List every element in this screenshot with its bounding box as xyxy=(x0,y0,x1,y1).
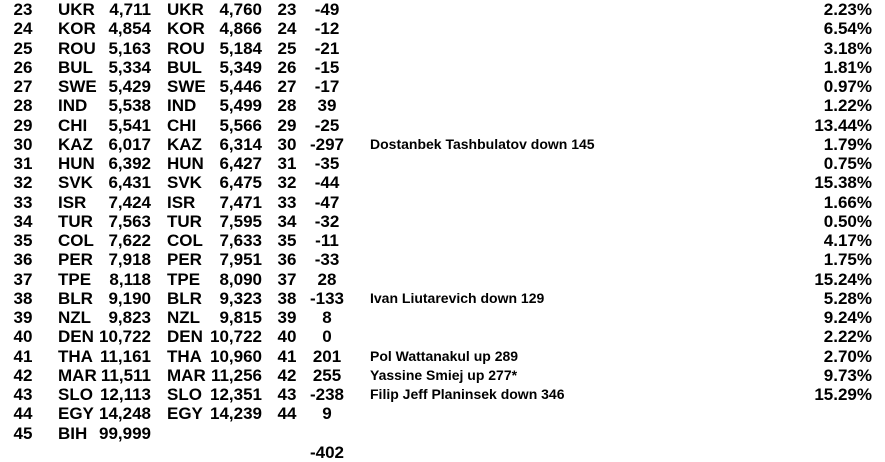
cell-value-left[interactable]: 7,424 xyxy=(108,192,151,212)
cell-country-right[interactable]: BUL xyxy=(167,57,202,77)
cell-diff[interactable]: -33 xyxy=(314,250,340,270)
cell-diff[interactable]: -49 xyxy=(314,0,340,19)
cell-rank-right[interactable]: 27 xyxy=(277,77,297,96)
cell-value-right[interactable]: 4,866 xyxy=(219,19,262,39)
cell-country-left[interactable]: CHI xyxy=(58,115,88,135)
cell-rank[interactable]: 31 xyxy=(13,154,33,173)
cell-country-right[interactable]: IND xyxy=(167,96,197,116)
cell-athlete-note[interactable] xyxy=(370,212,782,231)
cell-country-left[interactable]: KAZ xyxy=(58,134,93,154)
cell-value-right[interactable]: 11,256 xyxy=(210,365,262,385)
cell-country-right[interactable]: MAR xyxy=(167,365,206,385)
cell-rank[interactable]: 39 xyxy=(13,308,33,327)
cell-country-right[interactable]: ROU xyxy=(167,38,205,58)
cell-value-left[interactable]: 5,429 xyxy=(108,77,151,96)
cell-athlete-note[interactable] xyxy=(370,327,782,346)
cell-percent[interactable]: 15.29% xyxy=(814,385,872,404)
cell-rank[interactable]: 38 xyxy=(13,288,33,308)
cell-country-right[interactable]: NZL xyxy=(167,308,201,327)
cell-percent[interactable]: 1.66% xyxy=(823,192,872,212)
cell-rank[interactable]: 44 xyxy=(13,404,33,424)
table-row xyxy=(0,135,885,154)
table-row xyxy=(0,327,885,346)
cell-country-right[interactable]: SWE xyxy=(167,77,206,96)
cell-athlete-note[interactable] xyxy=(370,0,782,19)
cell-value-right[interactable]: 7,595 xyxy=(219,211,262,231)
cell-rank[interactable]: 32 xyxy=(13,173,33,193)
table-row xyxy=(0,193,885,212)
cell-value-left[interactable]: 9,823 xyxy=(108,308,151,327)
cell-rank[interactable]: 43 xyxy=(13,385,33,404)
cell-value-right[interactable]: 5,349 xyxy=(219,57,262,77)
cell-total-diff[interactable]: -402 xyxy=(309,442,345,462)
cell-athlete-note[interactable]: Yassine Smiej up 277* xyxy=(370,366,518,383)
cell-value-left[interactable]: 99,999 xyxy=(99,423,151,443)
cell-country-left[interactable]: TUR xyxy=(58,211,93,231)
cell-rank-right[interactable]: 38 xyxy=(277,288,297,308)
cell-value-left[interactable]: 11,511 xyxy=(100,365,151,385)
cell-rank-right[interactable]: 35 xyxy=(277,231,297,250)
cell-rank-right[interactable]: 31 xyxy=(277,154,297,173)
cell-percent[interactable]: 2.70% xyxy=(823,346,872,366)
cell-country-left[interactable]: HUN xyxy=(58,154,95,173)
cell-percent[interactable] xyxy=(782,424,872,443)
cell-athlete-note[interactable]: Dostanbek Tashbulatov down 145 xyxy=(370,135,595,152)
cell-rank-right[interactable]: 24 xyxy=(277,19,297,39)
cell-percent[interactable]: 1.75% xyxy=(823,250,872,270)
cell-athlete-note[interactable]: Filip Jeff Planinsek down 346 xyxy=(370,386,565,402)
cell-country-left[interactable]: SWE xyxy=(58,77,97,96)
cell-percent[interactable]: 4.17% xyxy=(823,231,872,250)
cell-value-right[interactable]: 12,351 xyxy=(210,385,262,404)
cell-diff[interactable]: -11 xyxy=(315,231,339,250)
cell-country-right[interactable]: UKR xyxy=(167,0,204,19)
table-row xyxy=(0,308,885,327)
cell-athlete-note[interactable]: Pol Wattanakul up 289 xyxy=(370,347,519,364)
cell-country-left[interactable]: UKR xyxy=(58,0,95,19)
cell-country-right[interactable]: THA xyxy=(167,346,202,366)
cell-diff[interactable]: 39 xyxy=(317,96,337,116)
cell-value-right[interactable]: 6,475 xyxy=(219,173,262,193)
cell-percent[interactable]: 1.81% xyxy=(823,57,872,77)
cell-country-left[interactable]: BUL xyxy=(58,57,93,77)
cell-value-right[interactable]: 6,314 xyxy=(219,134,262,154)
cell-country-left[interactable]: IND xyxy=(58,96,88,116)
cell-athlete-note[interactable] xyxy=(370,96,782,115)
cell-country-right[interactable]: CHI xyxy=(167,115,197,135)
cell-rank-right[interactable]: 33 xyxy=(277,192,297,212)
cell-diff[interactable] xyxy=(304,424,350,443)
cell-athlete-note[interactable] xyxy=(370,270,782,289)
cell-diff[interactable]: 255 xyxy=(312,365,342,385)
cell-value-right[interactable]: 5,499 xyxy=(219,96,262,116)
cell-rank[interactable]: 45 xyxy=(13,423,33,443)
cell-value-right[interactable] xyxy=(206,424,262,443)
cell-rank[interactable]: 26 xyxy=(13,57,33,77)
cell-diff[interactable]: 201 xyxy=(312,346,342,366)
cell-percent[interactable]: 0.75% xyxy=(823,154,872,173)
cell-diff[interactable]: -25 xyxy=(314,115,340,135)
cell-country-right[interactable]: DEN xyxy=(167,327,203,347)
cell-value-right[interactable]: 9,815 xyxy=(219,308,262,327)
cell-value-left[interactable]: 11,161 xyxy=(99,346,151,366)
cell-rank-right[interactable]: 36 xyxy=(277,250,297,270)
cell-athlete-note[interactable] xyxy=(370,19,782,38)
cell-rank[interactable]: 36 xyxy=(13,250,33,270)
cell-athlete-note[interactable] xyxy=(370,424,782,443)
cell-value-left[interactable]: 5,163 xyxy=(108,38,151,58)
cell-rank[interactable]: 41 xyxy=(13,346,33,366)
cell-rank-right[interactable]: 37 xyxy=(277,269,297,289)
cell-value-left[interactable]: 5,334 xyxy=(108,57,151,77)
cell-country-left[interactable]: ROU xyxy=(58,38,96,58)
cell-rank-right[interactable]: 42 xyxy=(277,365,297,385)
cell-diff[interactable]: -32 xyxy=(314,211,340,231)
table-row xyxy=(0,58,885,77)
cell-country-right[interactable]: SVK xyxy=(167,173,202,193)
cell-athlete-note[interactable] xyxy=(370,58,782,77)
cell-athlete-note[interactable] xyxy=(370,308,782,327)
cell-value-right[interactable]: 5,446 xyxy=(219,77,262,96)
cell-value-left[interactable]: 6,392 xyxy=(108,154,151,173)
cell-diff[interactable]: -133 xyxy=(309,288,345,308)
cell-country-left[interactable]: SLO xyxy=(58,385,93,404)
cell-rank[interactable]: 35 xyxy=(13,231,33,250)
cell-rank[interactable]: 37 xyxy=(13,269,33,289)
cell-country-right[interactable]: TUR xyxy=(167,211,202,231)
cell-percent[interactable]: 5.28% xyxy=(823,288,872,308)
cell-rank-right[interactable]: 40 xyxy=(277,327,297,347)
cell-athlete-note[interactable] xyxy=(370,116,782,135)
cell-country-left[interactable]: TPE xyxy=(58,269,92,289)
table-row xyxy=(0,19,885,38)
cell-rank[interactable]: 24 xyxy=(13,19,33,39)
cell-percent[interactable]: 13.44% xyxy=(814,115,872,135)
cell-rank[interactable]: 40 xyxy=(13,327,33,347)
cell-rank-right[interactable]: 25 xyxy=(277,38,297,58)
cell-diff[interactable]: 0 xyxy=(322,327,332,347)
cell-value-right[interactable]: 7,471 xyxy=(219,192,262,212)
cell-value-right[interactable]: 8,090 xyxy=(219,269,262,289)
cell-country-left[interactable]: PER xyxy=(58,250,93,270)
cell-athlete-note[interactable] xyxy=(370,250,782,269)
cell-value-right[interactable]: 7,951 xyxy=(219,250,262,270)
table-row xyxy=(0,404,885,423)
cell-rank-right[interactable]: 30 xyxy=(277,134,297,154)
cell-country-left[interactable]: KOR xyxy=(58,19,96,39)
table-row xyxy=(0,347,885,366)
cell-percent[interactable]: 3.18% xyxy=(823,38,872,58)
cell-rank[interactable]: 34 xyxy=(13,211,33,231)
cell-rank[interactable]: 25 xyxy=(13,38,33,58)
cell-rank-right[interactable]: 28 xyxy=(277,96,297,116)
table-row xyxy=(0,39,885,58)
cell-country-right[interactable] xyxy=(167,424,206,443)
cell-rank-right[interactable]: 41 xyxy=(277,346,297,366)
cell-rank[interactable]: 42 xyxy=(13,365,33,385)
cell-value-left[interactable]: 7,622 xyxy=(108,231,151,250)
cell-value-right[interactable]: 10,722 xyxy=(210,327,262,347)
table-row xyxy=(0,173,885,192)
cell-country-right[interactable]: COL xyxy=(167,231,203,250)
cell-rank[interactable]: 29 xyxy=(13,115,33,135)
cell-value-left[interactable]: 6,017 xyxy=(108,134,151,154)
cell-value-left[interactable]: 4,854 xyxy=(108,19,151,39)
cell-country-right[interactable]: BLR xyxy=(167,288,202,308)
cell-diff[interactable]: -47 xyxy=(314,192,340,212)
table-row xyxy=(0,385,885,404)
cell-rank[interactable]: 30 xyxy=(13,134,33,154)
cell-rank-right[interactable]: 34 xyxy=(277,211,297,231)
cell-value-left[interactable]: 10,722 xyxy=(99,327,151,347)
cell-value-left[interactable]: 4,711 xyxy=(109,0,151,19)
cell-percent[interactable]: 15.24% xyxy=(814,269,872,289)
cell-athlete-note[interactable] xyxy=(370,231,782,250)
cell-diff[interactable]: -12 xyxy=(314,19,340,39)
cell-country-right[interactable]: HUN xyxy=(167,154,204,173)
cell-value-left[interactable]: 7,918 xyxy=(108,250,151,270)
cell-percent[interactable]: 15.38% xyxy=(814,173,872,193)
cell-percent[interactable]: 6.54% xyxy=(823,19,872,39)
cell-country-left[interactable]: BLR xyxy=(58,288,93,308)
cell-value-left[interactable]: 14,248 xyxy=(99,404,151,424)
cell-percent[interactable]: 2.22% xyxy=(823,327,872,347)
cell-country-left[interactable]: SVK xyxy=(58,173,93,193)
cell-country-right[interactable]: PER xyxy=(167,250,202,270)
table-row xyxy=(0,212,885,231)
cell-country-right[interactable]: EGY xyxy=(167,404,203,424)
cell-rank-right[interactable]: 39 xyxy=(277,308,297,327)
cell-country-left[interactable]: COL xyxy=(58,231,94,250)
cell-value-left[interactable]: 8,118 xyxy=(109,269,151,289)
cell-rank[interactable]: 28 xyxy=(13,96,33,116)
cell-athlete-note[interactable] xyxy=(370,404,782,423)
table-row xyxy=(0,270,885,289)
cell-diff[interactable]: -238 xyxy=(309,385,345,404)
cell-country-left[interactable]: ISR xyxy=(58,192,87,212)
cell-percent[interactable]: 9.24% xyxy=(823,308,872,327)
cell-diff[interactable]: -17 xyxy=(314,77,340,96)
cell-value-left[interactable]: 7,563 xyxy=(108,211,151,231)
cell-percent[interactable]: 9.73% xyxy=(823,365,872,385)
cell-athlete-note[interactable]: Ivan Liutarevich down 129 xyxy=(370,289,545,306)
cell-rank-right[interactable]: 26 xyxy=(277,57,297,77)
cell-diff[interactable]: -297 xyxy=(309,134,345,154)
cell-athlete-note[interactable] xyxy=(370,154,782,173)
cell-rank-right[interactable]: 43 xyxy=(277,385,297,404)
cell-diff[interactable]: -44 xyxy=(314,173,340,193)
table-row xyxy=(0,154,885,173)
cell-country-right[interactable]: KOR xyxy=(167,19,205,39)
table-footer-row xyxy=(0,443,885,462)
cell-rank[interactable]: 27 xyxy=(13,77,33,96)
cell-country-right[interactable]: ISR xyxy=(167,192,196,212)
table-row xyxy=(0,366,885,385)
table-row xyxy=(0,116,885,135)
cell-diff[interactable]: 28 xyxy=(317,269,337,289)
cell-athlete-note[interactable] xyxy=(370,173,782,192)
cell-diff[interactable]: 8 xyxy=(322,308,332,327)
cell-rank-right[interactable]: 32 xyxy=(277,173,297,193)
cell-diff[interactable]: -21 xyxy=(314,38,340,58)
cell-country-left[interactable]: NZL xyxy=(58,308,92,327)
cell-diff[interactable]: 9 xyxy=(322,404,332,424)
cell-percent[interactable] xyxy=(782,404,872,423)
table-row xyxy=(0,77,885,96)
cell-country-left[interactable]: DEN xyxy=(58,327,94,347)
cell-country-left[interactable]: BIH xyxy=(58,423,88,443)
cell-country-left[interactable]: THA xyxy=(58,346,93,366)
cell-value-right[interactable]: 6,427 xyxy=(219,154,262,173)
cell-percent[interactable]: 0.50% xyxy=(823,211,872,231)
cell-value-right[interactable]: 14,239 xyxy=(210,404,262,424)
cell-value-right[interactable]: 4,760 xyxy=(219,0,262,19)
table-row xyxy=(0,250,885,269)
cell-diff[interactable]: -15 xyxy=(314,57,340,77)
cell-value-right[interactable]: 7,633 xyxy=(219,231,262,250)
cell-value-left[interactable]: 12,113 xyxy=(99,385,151,404)
table-row xyxy=(0,231,885,250)
cell-rank[interactable]: 23 xyxy=(13,0,33,19)
cell-diff[interactable]: -35 xyxy=(314,154,340,173)
cell-rank-right[interactable]: 23 xyxy=(277,0,297,19)
cell-rank-right[interactable]: 29 xyxy=(277,115,297,135)
cell-percent[interactable]: 1.22% xyxy=(823,96,872,116)
cell-value-right[interactable]: 5,566 xyxy=(219,115,262,135)
cell-athlete-note[interactable] xyxy=(370,39,782,58)
cell-rank-right[interactable] xyxy=(270,424,304,443)
cell-value-right[interactable]: 10,960 xyxy=(210,346,262,366)
cell-value-left[interactable]: 5,541 xyxy=(108,115,151,135)
cell-athlete-note[interactable] xyxy=(370,77,782,96)
cell-percent[interactable]: 2.23% xyxy=(823,0,872,19)
cell-country-right[interactable]: SLO xyxy=(167,385,202,404)
cell-country-right[interactable]: TPE xyxy=(167,269,201,289)
cell-percent[interactable]: 1.79% xyxy=(823,134,872,154)
cell-percent[interactable]: 0.97% xyxy=(823,77,872,96)
table-row xyxy=(0,96,885,115)
cell-value-right[interactable]: 5,184 xyxy=(219,38,262,58)
cell-value-left[interactable]: 5,538 xyxy=(108,96,151,116)
cell-country-right[interactable]: KAZ xyxy=(167,134,202,154)
table-row xyxy=(0,289,885,308)
cell-country-left[interactable]: MAR xyxy=(58,365,97,385)
table-row xyxy=(0,0,885,19)
cell-athlete-note[interactable] xyxy=(370,193,782,212)
cell-rank[interactable]: 33 xyxy=(13,192,33,212)
cell-value-right[interactable]: 9,323 xyxy=(219,288,262,308)
cell-country-left[interactable]: EGY xyxy=(58,404,94,424)
cell-value-left[interactable]: 6,431 xyxy=(108,173,151,193)
table-row xyxy=(0,424,885,443)
cell-rank-right[interactable]: 44 xyxy=(277,404,297,424)
cell-value-left[interactable]: 9,190 xyxy=(108,288,151,308)
